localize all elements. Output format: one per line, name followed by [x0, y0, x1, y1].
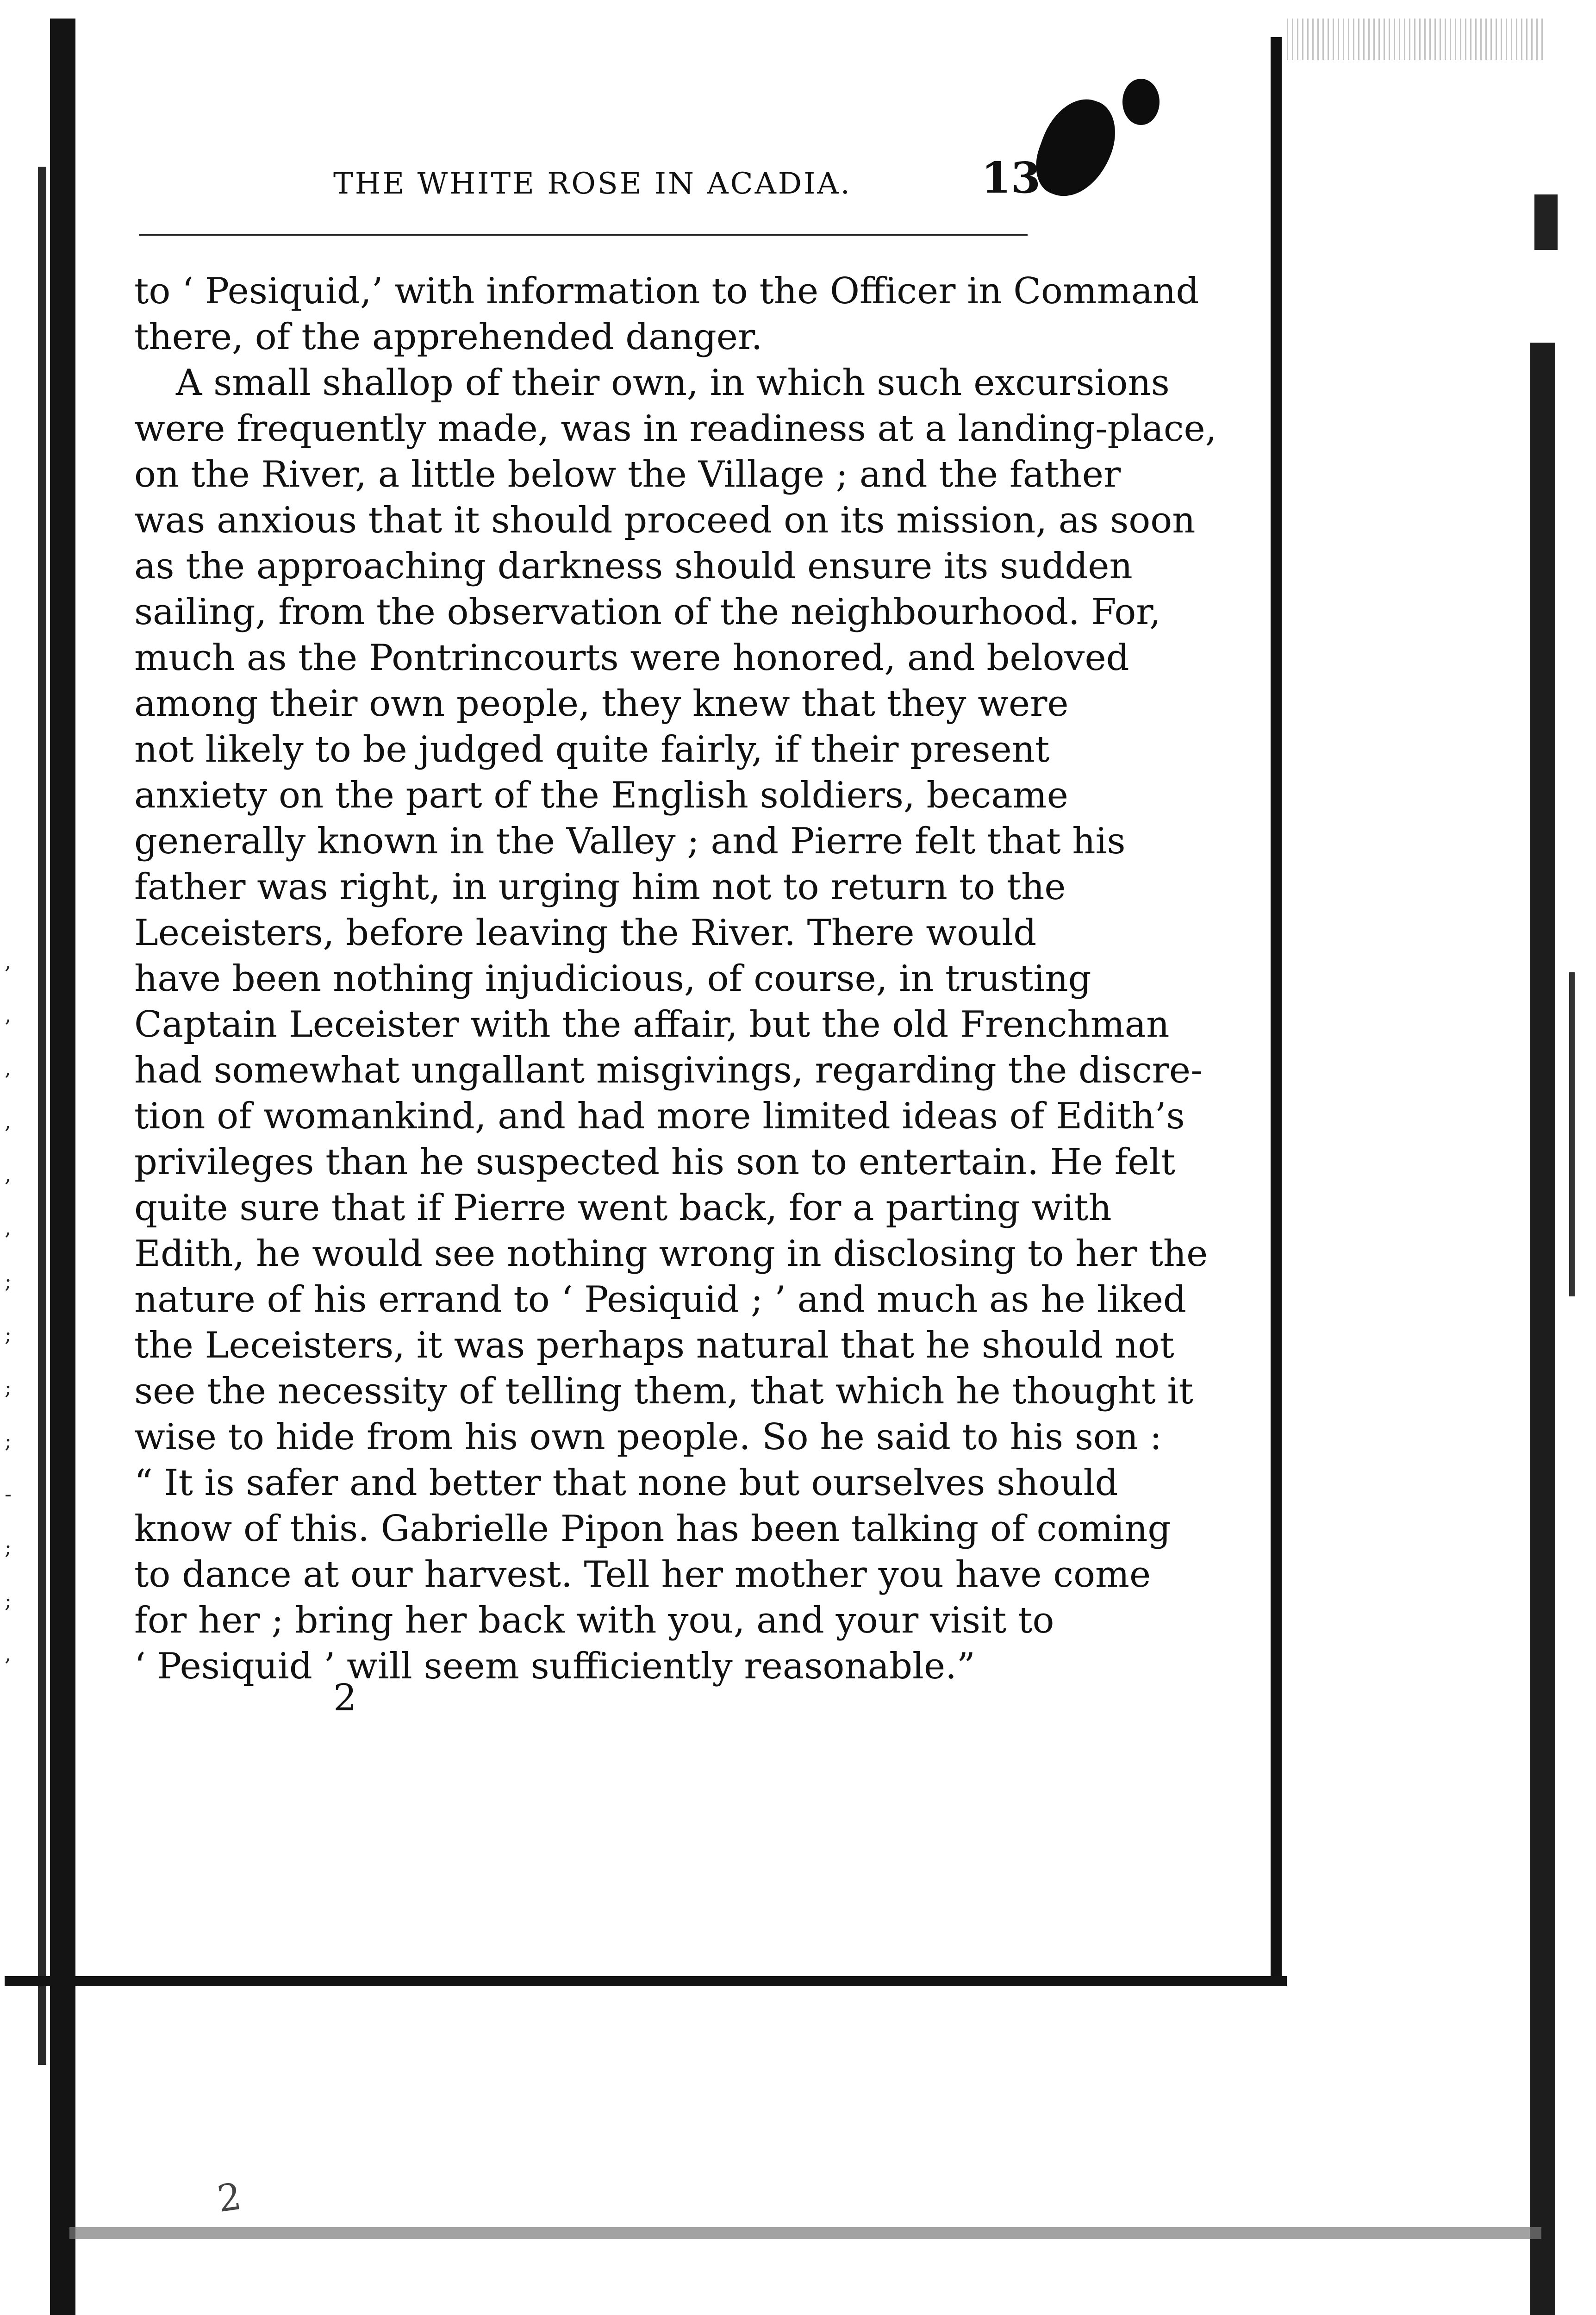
text-line: for her ; bring her back with you, and your visit to [134, 1600, 1054, 1641]
text-line: father was right, in urging him not to return to the [134, 866, 1066, 908]
page-edge-bottom [5, 1976, 1287, 1986]
ink-spot [1122, 79, 1160, 125]
text-line: were frequently made, was in readiness at a landing-place, [134, 408, 1217, 450]
text-line: to ‘ Pesiquid,’ with information to the Officer in Command [134, 270, 1199, 312]
binding-edge [38, 167, 46, 2065]
text-line: nature of his errand to ‘ Pesiquid ; ’ and much as he liked [134, 1279, 1186, 1320]
text-line: was anxious that it should proceed on its mission, as soon [134, 500, 1196, 541]
signature-mark: 2 [333, 1676, 357, 1719]
text-line: Captain Leceister with the affair, but the old Frenchman [134, 1004, 1170, 1045]
text-line: “ It is safer and better that none but ourselves should [134, 1462, 1118, 1504]
text-line: wise to hide from his own people. So he said to his son : [134, 1416, 1162, 1458]
pencil-note: 2 [214, 2174, 244, 2221]
body-text [134, 269, 1217, 1689]
text-line: privileges than he suspected his son to entertain. He felt [134, 1141, 1176, 1183]
text-line: among their own people, they knew that they were [134, 683, 1069, 725]
text-line: Leceisters, before leaving the River. There would [134, 912, 1037, 954]
ink-blot [1026, 88, 1126, 208]
text-line: quite sure that if Pierre went back, for a parting with [134, 1187, 1112, 1229]
text-line: A small shallop of their own, in which such excursions [176, 362, 1170, 404]
scan-border-right [1530, 343, 1555, 2315]
running-header: THE WHITE ROSE IN ACADIA. [333, 167, 852, 201]
text-line: the Leceisters, it was perhaps natural that he should not [134, 1325, 1174, 1366]
text-line: sailing, from the observation of the neighbourhood. For, [134, 591, 1161, 633]
text-line: on the River, a little below the Village ; and the father [134, 454, 1121, 495]
margin-show-through: , ‚ , , , , ; ; ; ; - ; ; , [5, 950, 12, 1666]
scan-border-bottom [69, 2227, 1541, 2239]
text-line: much as the Pontrincourts were honored, and beloved [134, 637, 1129, 679]
text-line: Edith, he would see nothing wrong in disclosing to her the [134, 1233, 1208, 1275]
text-line: ‘ Pesiquid ’ will seem sufficiently reasonable.” [134, 1646, 975, 1687]
text-line: to dance at our harvest. Tell her mother you have come [134, 1554, 1151, 1595]
page-edge-right [1271, 37, 1282, 1982]
text-line: anxiety on the part of the English soldiers, became [134, 775, 1068, 816]
text-line: not likely to be judged quite fairly, if their present [134, 729, 1050, 770]
scan-border-right-top [1534, 194, 1558, 250]
text-line: see the necessity of telling them, that which he thought it [134, 1370, 1193, 1412]
text-line: as the approaching darkness should ensure its sudden [134, 545, 1133, 587]
text-line: have been nothing injudicious, of course, in trusting [134, 958, 1091, 1000]
text-line: had somewhat ungallant misgivings, regarding the discre- [134, 1050, 1203, 1091]
binding-shadow [50, 19, 75, 2315]
page-number: 13 [981, 153, 1041, 203]
text-line: generally known in the Valley ; and Pierre felt that his [134, 820, 1126, 862]
text-line: tion of womankind, and had more limited ideas of Edith’s [134, 1095, 1185, 1137]
header-rule [139, 234, 1028, 236]
scan-border-line [1569, 972, 1575, 1296]
scan-speckle [1287, 19, 1546, 60]
text-line: there, of the apprehended danger. [134, 316, 763, 358]
text-line: know of this. Gabrielle Pipon has been talking of coming [134, 1508, 1171, 1550]
